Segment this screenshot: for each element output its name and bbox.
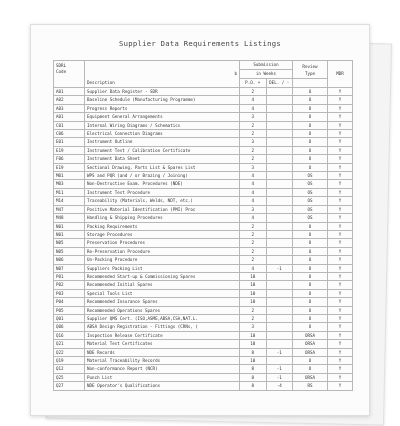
row-po-weeks: 2 — [240, 121, 267, 129]
table-row — [54, 188, 353, 196]
row-del-weeks — [266, 340, 293, 348]
table-row — [54, 256, 353, 264]
row-mdr: Y — [328, 357, 353, 365]
row-po-weeks: 3 — [240, 205, 267, 213]
row-description: Recommended Initial Spares — [85, 281, 240, 289]
header-description — [85, 61, 240, 88]
row-del-weeks — [266, 96, 293, 104]
row-mdr: Y — [328, 281, 353, 289]
row-review-type: O — [293, 130, 328, 138]
row-del-weeks — [266, 272, 293, 280]
row-code: M03 — [54, 180, 85, 188]
table-row — [54, 121, 353, 129]
row-code: C01 — [54, 121, 85, 129]
row-review-type: O — [293, 365, 328, 373]
table-row — [54, 348, 353, 356]
header-mdr: MDR — [328, 61, 353, 88]
row-review-type: OS — [293, 172, 328, 180]
header-code — [54, 61, 85, 88]
row-del-weeks — [266, 163, 293, 171]
row-del-weeks — [266, 222, 293, 230]
row-mdr: Y — [328, 272, 353, 280]
row-mdr: Y — [328, 197, 353, 205]
row-code: P04 — [54, 298, 85, 306]
row-po-weeks: 8 — [240, 365, 267, 373]
row-code: N07 — [54, 264, 85, 272]
row-review-type: O — [293, 298, 328, 306]
table-row — [54, 222, 353, 230]
row-description: Positive Material Identification (PMI) Proc — [85, 205, 240, 213]
row-del-weeks: -1 — [266, 264, 293, 272]
row-description: Internal Wiring Diagrams / Schematics — [85, 121, 240, 129]
row-review-type: ORSA — [293, 348, 328, 356]
row-mdr: Y — [328, 264, 353, 272]
row-mdr: Y — [328, 113, 353, 121]
row-mdr: Y — [328, 247, 353, 255]
row-review-type: ORSA — [293, 331, 328, 339]
row-review-type: O — [293, 247, 328, 255]
row-review-type: OS — [293, 180, 328, 188]
row-code: E19 — [54, 146, 85, 154]
header-description-marker: b — [234, 71, 237, 76]
row-del-weeks: -1 — [266, 373, 293, 381]
row-description: Special Tools List — [85, 289, 240, 297]
row-code: E19 — [54, 163, 85, 171]
row-description: Material Test Certificates — [85, 340, 240, 348]
row-po-weeks: 8 — [240, 373, 267, 381]
row-po-weeks: 2 — [240, 155, 267, 163]
row-code: M14 — [54, 197, 85, 205]
row-code: P02 — [54, 281, 85, 289]
row-review-type: O — [293, 281, 328, 289]
table-row — [54, 113, 353, 121]
table-row — [54, 331, 353, 339]
row-del-weeks — [266, 331, 293, 339]
row-review-type: O — [293, 146, 328, 154]
sdrl-table — [53, 60, 353, 391]
row-review-type: O — [293, 239, 328, 247]
row-description: Supplier Data Register - SDR — [85, 88, 240, 96]
row-review-type: O — [293, 96, 328, 104]
row-description: Packing Requirements — [85, 222, 240, 230]
table-row — [54, 382, 353, 390]
row-mdr: Y — [328, 323, 353, 331]
row-mdr: Y — [328, 306, 353, 314]
table-row — [54, 146, 353, 154]
row-po-weeks: 3 — [240, 138, 267, 146]
row-mdr: Y — [328, 155, 353, 163]
table-row — [54, 197, 353, 205]
row-description: Traceability (Materials, Welds, NDT, etc.) — [85, 197, 240, 205]
row-mdr: Y — [328, 172, 353, 180]
row-del-weeks: -1 — [266, 365, 293, 373]
row-mdr: Y — [328, 188, 353, 196]
row-mdr: Y — [328, 222, 353, 230]
row-mdr: Y — [328, 214, 353, 222]
table-row — [54, 306, 353, 314]
row-description: Instrument Test Procedure — [85, 188, 240, 196]
table-row — [54, 239, 353, 247]
table-row — [54, 96, 353, 104]
row-po-weeks: 2 — [240, 130, 267, 138]
row-code: N06 — [54, 256, 85, 264]
row-del-weeks — [266, 113, 293, 121]
row-po-weeks: 10 — [240, 331, 267, 339]
header-submission: Submission — [240, 61, 293, 70]
row-del-weeks — [266, 180, 293, 188]
row-description: Recommended Insurance Spares — [85, 298, 240, 306]
row-review-type: O — [293, 104, 328, 112]
row-code: A01 — [54, 113, 85, 121]
header-del: DEL. / - — [266, 79, 293, 88]
header-code-line1: SDRL — [56, 63, 67, 68]
row-del-weeks — [266, 155, 293, 163]
row-description: Handling & Shipping Procedures — [85, 214, 240, 222]
row-code: P01 — [54, 272, 85, 280]
row-code: Q06 — [54, 323, 85, 331]
row-po-weeks: 2 — [240, 88, 267, 96]
row-review-type: O — [293, 256, 328, 264]
row-del-weeks — [266, 247, 293, 255]
row-po-weeks: 3 — [240, 323, 267, 331]
row-mdr: Y — [328, 256, 353, 264]
row-del-weeks — [266, 197, 293, 205]
row-code: A02 — [54, 96, 85, 104]
header-review-line1: Review — [302, 63, 318, 69]
row-code: Q19 — [54, 357, 85, 365]
row-mdr: Y — [328, 298, 353, 306]
row-description: Inspection Release Certificate — [85, 331, 240, 339]
row-description: Supplier QMS Cert. (ISO,ASME,ABSA,CSA,NAT.L. — [85, 314, 240, 322]
header-in-weeks: in Weeks — [240, 70, 293, 79]
document-title: Supplier Data Requirements Listings — [119, 39, 281, 48]
row-review-type: ORSA — [293, 373, 328, 381]
row-po-weeks: 10 — [240, 298, 267, 306]
row-po-weeks: 10 — [240, 289, 267, 297]
row-description: Baseline Schedule (Manufacturing Programme) — [85, 96, 240, 104]
row-del-weeks — [266, 88, 293, 96]
row-po-weeks: 4 — [240, 197, 267, 205]
table-row — [54, 130, 353, 138]
row-review-type: O — [293, 323, 328, 331]
table-body — [54, 88, 353, 391]
header-description-label: Description — [87, 80, 115, 85]
row-mdr: Y — [328, 230, 353, 238]
table-row — [54, 323, 353, 331]
row-review-type: O — [293, 230, 328, 238]
row-code: M01 — [54, 172, 85, 180]
row-description: Instrument Test / Calibration Certificate — [85, 146, 240, 154]
row-po-weeks: 10 — [240, 357, 267, 365]
row-mdr: Y — [328, 348, 353, 356]
row-po-weeks: 10 — [240, 272, 267, 280]
row-description: NDE Records — [85, 348, 240, 356]
row-review-type: OS — [293, 188, 328, 196]
row-description: Equipment General Arrangements — [85, 113, 240, 121]
row-description: Re-Preservation Procedure — [85, 247, 240, 255]
row-po-weeks: 4 — [240, 214, 267, 222]
table-row — [54, 104, 353, 112]
row-review-type: O — [293, 88, 328, 96]
header-review — [293, 61, 328, 79]
row-description: Electrical Connection Diagrams — [85, 130, 240, 138]
row-review-type: O — [293, 121, 328, 129]
row-code: A03 — [54, 104, 85, 112]
row-del-weeks — [266, 214, 293, 222]
row-code: F06 — [54, 155, 85, 163]
row-review-type: O — [293, 163, 328, 171]
row-description: Progress Reports — [85, 104, 240, 112]
row-description: Instrument Data Sheet — [85, 155, 240, 163]
table-row — [54, 155, 353, 163]
table-row — [54, 272, 353, 280]
row-code: A01 — [54, 88, 85, 96]
row-mdr: Y — [328, 382, 353, 390]
row-review-type: OS — [293, 205, 328, 213]
row-review-type: RS — [293, 382, 328, 390]
row-po-weeks: 2 — [240, 314, 267, 322]
row-po-weeks: 8 — [240, 348, 267, 356]
row-review-type: O — [293, 289, 328, 297]
row-del-weeks — [266, 239, 293, 247]
row-del-weeks — [266, 130, 293, 138]
table-row — [54, 357, 353, 365]
table-row — [54, 298, 353, 306]
row-po-weeks: 4 — [240, 104, 267, 112]
row-mdr: Y — [328, 239, 353, 247]
row-review-type: O — [293, 155, 328, 163]
row-code: N01 — [54, 222, 85, 230]
row-mdr: Y — [328, 331, 353, 339]
header-code-line2: Code — [56, 69, 67, 74]
row-po-weeks: 10 — [240, 340, 267, 348]
row-code: Q25 — [54, 373, 85, 381]
row-description: WPS and PQR (and / or Brazing / Joining) — [85, 172, 240, 180]
row-po-weeks: 4 — [240, 188, 267, 196]
row-review-type: O — [293, 357, 328, 365]
row-po-weeks: 4 — [240, 96, 267, 104]
row-del-weeks — [266, 104, 293, 112]
document-page — [30, 24, 370, 416]
header-review-blank — [293, 79, 328, 88]
table-row — [54, 281, 353, 289]
row-po-weeks: 2 — [240, 222, 267, 230]
row-mdr: Y — [328, 88, 353, 96]
row-code: P05 — [54, 306, 85, 314]
row-code: E01 — [54, 138, 85, 146]
row-description: ABSA Design Registration - Fittings (CRNs, ( — [85, 323, 240, 331]
row-po-weeks: 3 — [240, 163, 267, 171]
row-po-weeks: 2 — [240, 146, 267, 154]
row-description: Storage Procedures — [85, 230, 240, 238]
table-row — [54, 88, 353, 96]
table-row — [54, 340, 353, 348]
row-mdr: Y — [328, 180, 353, 188]
table-row — [54, 214, 353, 222]
table-row — [54, 247, 353, 255]
row-review-type: O — [293, 264, 328, 272]
row-review-type: OS — [293, 214, 328, 222]
row-review-type: OS — [293, 197, 328, 205]
row-del-weeks — [266, 256, 293, 264]
table-row — [54, 180, 353, 188]
row-description: Instrument Outline — [85, 138, 240, 146]
row-mdr: Y — [328, 138, 353, 146]
row-del-weeks — [266, 281, 293, 289]
row-mdr: Y — [328, 130, 353, 138]
row-code: N05 — [54, 247, 85, 255]
row-mdr: Y — [328, 121, 353, 129]
row-code: C06 — [54, 130, 85, 138]
row-mdr: Y — [328, 373, 353, 381]
row-mdr: Y — [328, 146, 353, 154]
row-po-weeks: 2 — [240, 247, 267, 255]
row-del-weeks — [266, 205, 293, 213]
table-row — [54, 373, 353, 381]
row-del-weeks — [266, 289, 293, 297]
table-row — [54, 138, 353, 146]
row-description: Material Traceability Records — [85, 357, 240, 365]
row-del-weeks — [266, 298, 293, 306]
row-po-weeks: 2 — [240, 230, 267, 238]
table-row — [54, 172, 353, 180]
row-mdr: Y — [328, 104, 353, 112]
row-description: Recommended Start-up & Commissioning Spares — [85, 272, 240, 280]
header-po: P.O. + — [240, 79, 267, 88]
row-review-type: O — [293, 222, 328, 230]
row-code: N05 — [54, 239, 85, 247]
row-description: Non-conformance Report (NCR) — [85, 365, 240, 373]
row-code: Q01 — [54, 314, 85, 322]
row-review-type: O — [293, 138, 328, 146]
table-row — [54, 205, 353, 213]
row-po-weeks: 2 — [240, 306, 267, 314]
row-code: M47 — [54, 205, 85, 213]
row-po-weeks: 10 — [240, 281, 267, 289]
header-review-line2: Type — [304, 70, 316, 76]
row-po-weeks: 2 — [240, 256, 267, 264]
table-row — [54, 365, 353, 373]
row-mdr: Y — [328, 365, 353, 373]
row-del-weeks — [266, 121, 293, 129]
row-del-weeks: -1 — [266, 348, 293, 356]
row-del-weeks — [266, 314, 293, 322]
row-review-type: ORSA — [293, 340, 328, 348]
row-code: M48 — [54, 214, 85, 222]
row-description: Un-Packing Procedure — [85, 256, 240, 264]
row-description: Recommended Operations Spares — [85, 306, 240, 314]
row-code: P03 — [54, 289, 85, 297]
row-description: NDE Operator's Qualifications — [85, 382, 240, 390]
row-review-type: O — [293, 314, 328, 322]
row-mdr: Y — [328, 314, 353, 322]
row-code: Q22 — [54, 348, 85, 356]
table-row — [54, 264, 353, 272]
row-del-weeks — [266, 146, 293, 154]
row-mdr: Y — [328, 289, 353, 297]
row-po-weeks: 4 — [240, 264, 267, 272]
table-row — [54, 314, 353, 322]
row-del-weeks — [266, 230, 293, 238]
row-code: Q16 — [54, 331, 85, 339]
row-po-weeks: 4 — [240, 172, 267, 180]
row-description: Non-Destructive Exam. Procedures (NDE) — [85, 180, 240, 188]
row-po-weeks: 2 — [240, 239, 267, 247]
row-mdr: Y — [328, 205, 353, 213]
row-description: Preservation Procedures — [85, 239, 240, 247]
row-description: Sectional Drawing, Parts List & Spares List — [85, 163, 240, 171]
table-row — [54, 289, 353, 297]
row-description: Suppliers Packing List — [85, 264, 240, 272]
row-code: Q27 — [54, 382, 85, 390]
row-review-type: O — [293, 113, 328, 121]
row-del-weeks — [266, 323, 293, 331]
row-mdr: Y — [328, 163, 353, 171]
row-review-type: O — [293, 272, 328, 280]
row-del-weeks — [266, 172, 293, 180]
row-mdr: Y — [328, 96, 353, 104]
row-code: N01 — [54, 230, 85, 238]
row-mdr: Y — [328, 340, 353, 348]
row-po-weeks: 8 — [240, 382, 267, 390]
row-del-weeks — [266, 306, 293, 314]
row-po-weeks: 4 — [240, 180, 267, 188]
table-row — [54, 230, 353, 238]
row-del-weeks — [266, 188, 293, 196]
row-description: Punch List — [85, 373, 240, 381]
row-del-weeks — [266, 138, 293, 146]
row-review-type: O — [293, 306, 328, 314]
row-del-weeks: -4 — [266, 382, 293, 390]
row-del-weeks — [266, 357, 293, 365]
row-code: M11 — [54, 188, 85, 196]
table-row — [54, 163, 353, 171]
row-code: Q12 — [54, 365, 85, 373]
row-code: Q21 — [54, 340, 85, 348]
row-po-weeks: 3 — [240, 113, 267, 121]
